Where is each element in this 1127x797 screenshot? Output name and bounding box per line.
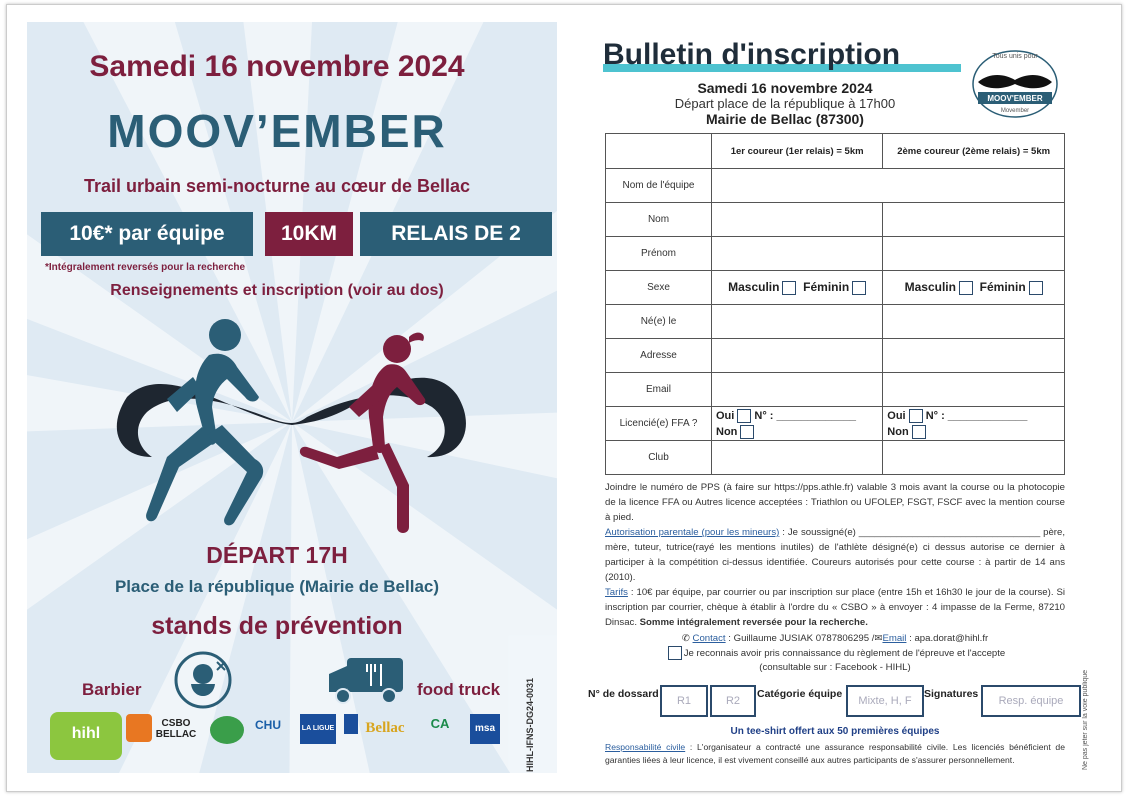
- consultable-line: (consultable sur : Facebook - HIHL): [759, 662, 911, 673]
- signatures-label: Signatures: [924, 688, 979, 700]
- field-ne-1[interactable]: [712, 305, 883, 339]
- flyer-title: MOOV’EMBER: [107, 105, 447, 157]
- header-empty: [606, 134, 712, 169]
- row-label-equipe: Nom de l'équipe: [606, 169, 712, 203]
- partner-logos: [42, 710, 522, 765]
- field-adresse-1[interactable]: [712, 339, 883, 373]
- responsabilite-paragraph: [605, 741, 1065, 767]
- oui-label: Oui: [716, 409, 735, 422]
- reglement-line: [605, 646, 1065, 661]
- food-truck-icon: [327, 652, 407, 708]
- row-label-club: Club: [606, 441, 712, 475]
- categorie-field[interactable]: Mixte, H, F: [846, 685, 924, 717]
- field-equipe[interactable]: [712, 169, 1065, 203]
- row-label-prenom: Prénom: [606, 237, 712, 271]
- field-sexe-2: [883, 271, 1065, 305]
- field-nom-2[interactable]: [883, 203, 1065, 237]
- auth-label: Autorisation parentale (pour les mineurs): [605, 527, 780, 538]
- feminin-label: Féminin: [803, 280, 850, 295]
- field-email-2[interactable]: [883, 373, 1065, 407]
- pps-paragraph: Joindre le numéro de PPS (à faire sur https://pps.athle.fr) valable 3 mois avant la course ou la photocopie de la licence FFA ou Autres licence acceptées : Triathlon ou UFOLEP, FSGT, FSCF avec la mention course à pied.: [605, 482, 1065, 523]
- non-label: Non: [716, 425, 738, 438]
- badge-bottom-text: Movember: [1000, 108, 1030, 114]
- tarifs-bold: Somme intégralement reversée pour la recherche.: [639, 617, 868, 628]
- field-club-1[interactable]: [712, 441, 883, 475]
- barber-icon: [173, 650, 233, 710]
- signatures-field[interactable]: Resp. équipe: [981, 685, 1081, 717]
- registration-table: [605, 133, 1065, 475]
- feminin-label: Féminin: [979, 280, 1026, 295]
- oui-label: Oui: [887, 409, 906, 422]
- badge-text: MOOV'EMBER: [987, 94, 1043, 103]
- row-label-ne: Né(e) le: [606, 305, 712, 339]
- resp-text: : L'organisateur a contracté une assurance responsabilité civile. Les licenciés bénéficient de garanties liées à leur licence, il est vivement conseillé aux autres participants de s'assurer personnellement.: [605, 742, 1065, 765]
- flyer-ref-code: HIHL-IFNS-DG24-0031: [525, 677, 535, 772]
- masculin-label: Masculin: [904, 280, 956, 295]
- logo-credit-agricole: CA: [430, 716, 450, 731]
- tarifs-paragraph: [605, 585, 1065, 630]
- form-date: Samedi 16 novembre 2024: [697, 80, 873, 96]
- distance-pill: 10KM: [265, 212, 353, 256]
- depart-place: Place de la république (Mairie de Bellac): [114, 577, 440, 596]
- field-sexe-1: [712, 271, 883, 305]
- feminin-checkbox-2[interactable]: [1029, 281, 1043, 295]
- flyer-subtitle: Trail urbain semi-nocturne au cœur de Bellac: [83, 176, 471, 196]
- tarifs-label: Tarifs: [605, 587, 628, 598]
- price-pill: 10€* par équipe: [41, 212, 253, 256]
- form-lieu: Mairie de Bellac (87300): [706, 111, 864, 127]
- masculin-checkbox-1[interactable]: [782, 281, 796, 295]
- numero-label: N° : _____________: [754, 409, 857, 422]
- logo-hihl: hihl: [50, 712, 122, 760]
- field-prenom-2[interactable]: [883, 237, 1065, 271]
- runners-mustache-illustration: [97, 307, 487, 537]
- form-depart: Départ place de la république à 17h00: [674, 96, 896, 111]
- logo-crest: [344, 714, 358, 734]
- row-label-adresse: Adresse: [606, 339, 712, 373]
- relay-pill: RELAIS DE 2: [360, 212, 552, 256]
- row-label-nom: Nom: [606, 203, 712, 237]
- event-flyer: [27, 22, 557, 773]
- stands-heading: stands de prévention: [151, 612, 403, 640]
- numero-label: N° : _____________: [925, 409, 1028, 422]
- contact-text: : Guillaume JUSIAK 0787806295 /: [725, 633, 875, 644]
- header-runner-1: 1er coureur (1er relais) = 5km: [712, 134, 883, 169]
- food-truck-label: food truck: [417, 680, 501, 699]
- tarifs-text: : 10€ par équipe, par courrier ou par inscription sur place (entre 15h et 16h30 le jour de la course). Si inscription par courrier, chèque à établir à l'ordre du « CSBO » à envoyer : 4 impasse de la Ferme, 87210 Dinsac.: [605, 587, 1065, 628]
- logo-runner: [126, 714, 152, 742]
- contact-label: Contact: [692, 633, 726, 644]
- barbier-label: Barbier: [82, 680, 142, 699]
- field-prenom-1[interactable]: [712, 237, 883, 271]
- non-label: Non: [887, 425, 909, 438]
- logo-la-ligue: LA LIGUE: [300, 714, 336, 744]
- reglement-checkbox[interactable]: [668, 646, 682, 660]
- mail-icon: ✉: [874, 633, 883, 644]
- price-note: *Intégralement reversés pour la recherche: [45, 262, 246, 273]
- field-adresse-2[interactable]: [883, 339, 1065, 373]
- categorie-label: Catégorie équipe: [757, 688, 843, 700]
- field-licence-2: [883, 407, 1065, 441]
- field-licence-1: [712, 407, 883, 441]
- field-ne-2[interactable]: [883, 305, 1065, 339]
- non-checkbox-2[interactable]: [912, 425, 926, 439]
- field-email-1[interactable]: [712, 373, 883, 407]
- phone-icon: ✆: [681, 633, 690, 644]
- header-runner-2: 2ème coureur (2ème relais) = 5km: [883, 134, 1065, 169]
- logo-msa: msa: [470, 714, 500, 744]
- row-label-email: Email: [606, 373, 712, 407]
- oui-checkbox-1[interactable]: [737, 409, 751, 423]
- masculin-label: Masculin: [728, 280, 780, 295]
- dossard-r2-field[interactable]: R2: [710, 685, 756, 717]
- oui-checkbox-2[interactable]: [909, 409, 923, 423]
- email-text: : apa.dorat@hihl.fr: [906, 633, 989, 644]
- field-club-2[interactable]: [883, 441, 1065, 475]
- tee-shirt-offer: Un tee-shirt offert aux 50 premières équipes: [730, 726, 940, 737]
- reglement-text: Je reconnais avoir pris connaissance du règlement de l'épreuve et l'accepte: [683, 648, 1006, 659]
- badge-top-text: Tous unis pour: [992, 53, 1038, 60]
- form-title: Bulletin d'inscription: [603, 38, 901, 71]
- dossard-label: N° de dossard: [588, 688, 659, 700]
- logo-csbo: CSBO BELLAC: [155, 718, 197, 740]
- logo-green: [210, 716, 244, 744]
- movember-badge-logo: [970, 44, 1060, 120]
- masculin-checkbox-2[interactable]: [959, 281, 973, 295]
- dossard-r1-field[interactable]: R1: [660, 685, 708, 717]
- flyer-date: Samedi 16 novembre 2024: [89, 50, 465, 83]
- depart-time: DÉPART 17H: [206, 542, 348, 568]
- email-label[interactable]: Email: [882, 633, 907, 644]
- feminin-checkbox-1[interactable]: [852, 281, 866, 295]
- row-label-licence: Licencié(e) FFA ?: [606, 407, 712, 441]
- field-nom-1[interactable]: [712, 203, 883, 237]
- resp-label: Responsabilité civile: [605, 742, 686, 752]
- auth-text: : Je soussigné(e) __________________________________ père, mère, tuteur, tutrice(rayé les mentions inutiles) de l'athlète désigné(e) ci dessus autorise ce dernier à participer à la compétition ci-dessus identifiée. Coureurs autorisés pour cette course : à partir de 14 ans (2010).: [605, 527, 1065, 583]
- contact-line: [605, 631, 1065, 646]
- non-checkbox-1[interactable]: [740, 425, 754, 439]
- info-line: Renseignements et inscription (voir au dos): [110, 282, 444, 299]
- side-disclaimer: Ne pas jeter sur la voie publique: [1082, 669, 1089, 770]
- logo-chu: CHU: [255, 718, 281, 732]
- row-label-sexe: Sexe: [606, 271, 712, 305]
- logo-bellac: Bellac: [365, 720, 405, 736]
- auth-paragraph: [605, 525, 1065, 585]
